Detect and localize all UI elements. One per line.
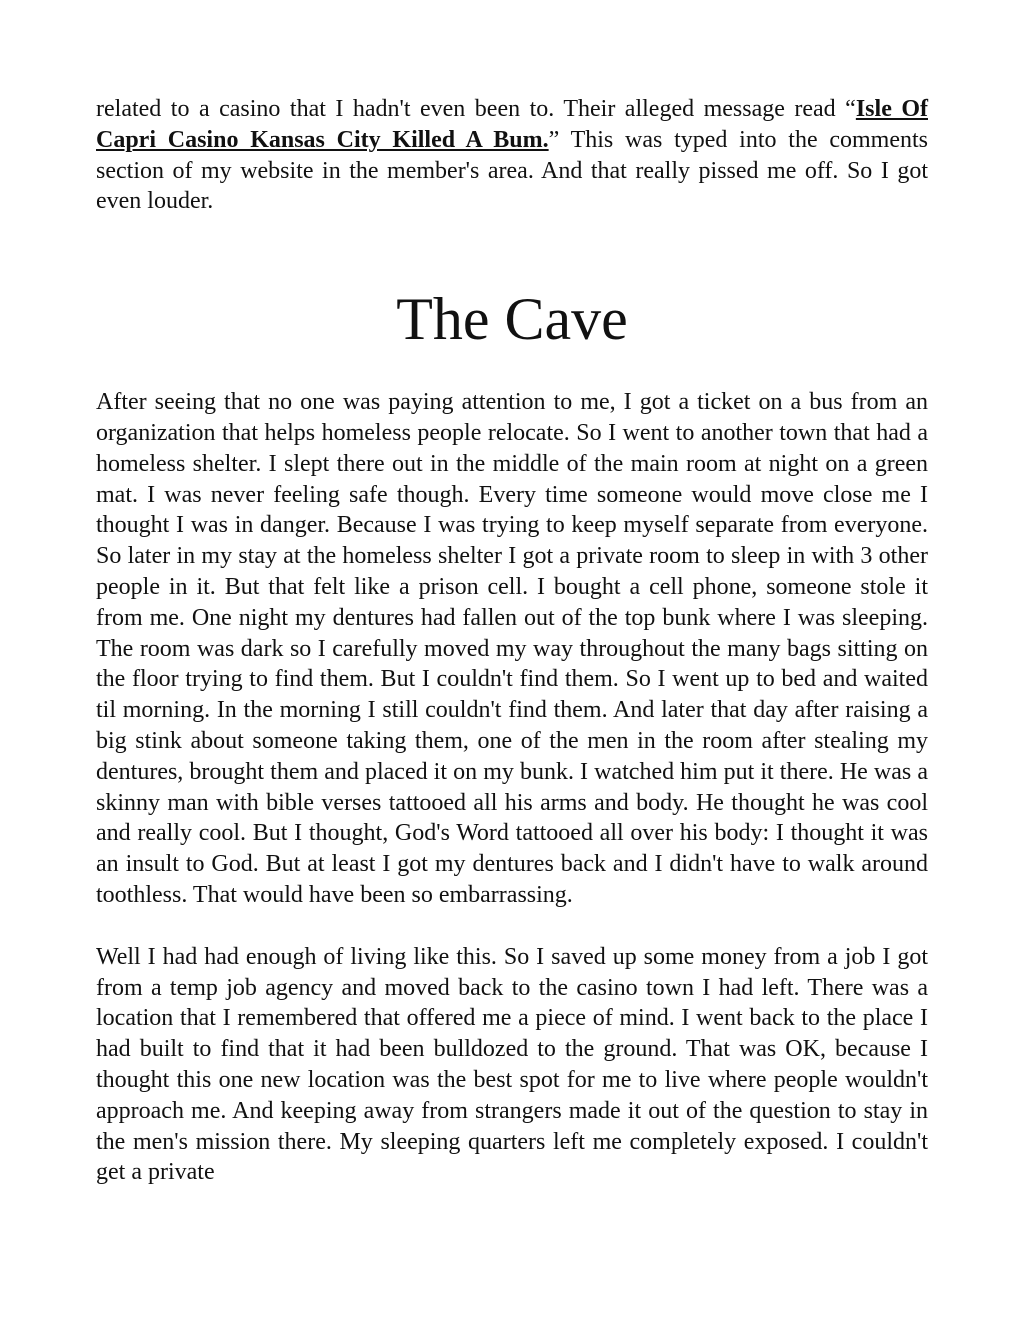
- intro-text-before: related to a casino that I hadn't even been to. Their alleged message read “: [96, 96, 856, 122]
- body-paragraph-1: After seeing that no one was paying attention to me, I got a ticket on a bus from an organization that helps homeless people relocate. So I went to another town that had a homeless shelter. I slept there out in the middle of the main room at night on a green mat. I was never feeling safe though. Every time someone would move close me I thought I was in danger. Because I was trying to keep myself separate from everyone. So later in my stay at the homeless shelter I got a private room to sleep in with 3 other people in it. But that felt like a prison cell. I bought a cell phone, someone stole it from me. One night my dentures had fallen out of the top bunk where I was sleeping. The room was dark so I carefully moved my way throughout the many bags sitting on the floor trying to find them. But I couldn't find them. So I went up to bed and waited til morning. In the morning I still couldn't find them. And later that day after raising a big stink about someone taking them, one of the men in the room after stealing my dentures, brought them and placed it on my bunk. I watched him put it there. He was a skinny man with bible verses tattooed all his arms and body. He thought he was cool and really cool. But I thought, God's Word tattooed all over his body: I thought it was an insult to God. But at least I got my dentures back and I didn't have to walk around toothless. That would have been so embarrassing.: [96, 389, 928, 908]
- section-heading: The Cave: [396, 286, 628, 353]
- alleged-message: Isle Of Capri Casino Kansas City Killed A Bum.: [96, 96, 928, 153]
- intro-paragraph: [96, 94, 928, 217]
- document-page: [96, 94, 928, 1188]
- body-paragraph-2: Well I had had enough of living like this. So I saved up some money from a job I got from a temp job agency and moved back to the casino town I had left. There was a location that I remembered that offered me a piece of mind. I went back to the place I had built to find that it had been bulldozed to the ground. That was OK, because I thought this one new location was the best spot for me to live where people wouldn't approach me. And keeping away from strangers made it out of the question to stay in the men's mission there. My sleeping quarters left me completely exposed. I couldn't get a private: [96, 943, 928, 1186]
- intro-text-after: ” This was typed into the comments section of my website in the member's area. And that really pissed me off. So I got even louder.: [96, 126, 929, 215]
